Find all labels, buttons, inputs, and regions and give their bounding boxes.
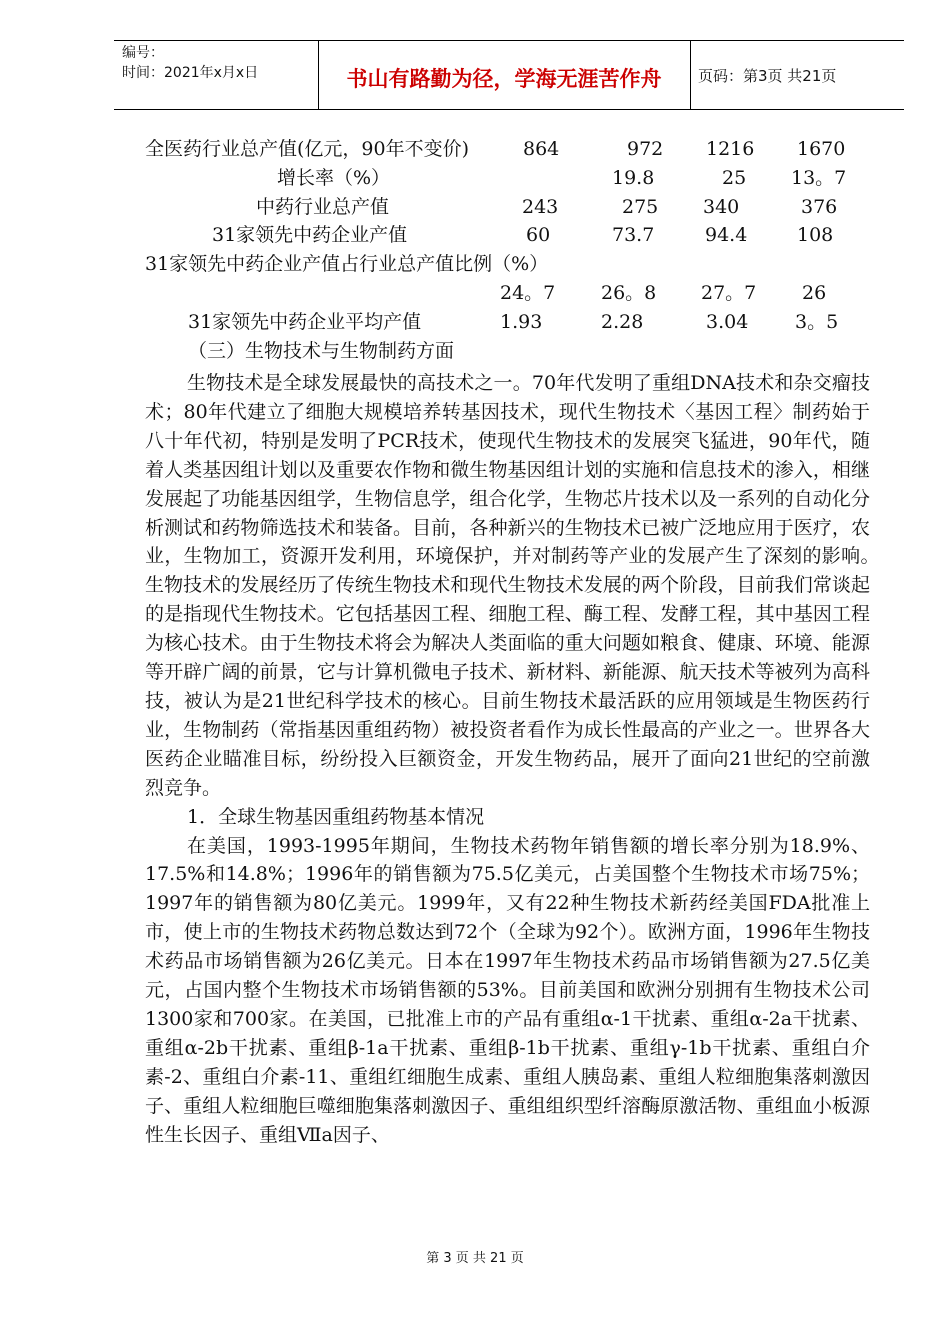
page-header — [114, 40, 904, 110]
table-cell: 25 — [722, 167, 747, 189]
table-cell: 1.93 — [500, 311, 543, 333]
header-meta — [122, 43, 322, 83]
table-cell: 1216 — [706, 138, 755, 160]
time-label: 时间：2021年x月x日 — [122, 65, 259, 81]
table-cell: 3。5 — [795, 311, 839, 333]
table-row-label: 中药行业总产值 — [256, 196, 390, 218]
table-row-label: 全医药行业总产值(亿元，90年不变价) — [145, 138, 470, 160]
page-footer: 第 3 页 共 21 页 — [426, 1251, 524, 1266]
table-cell: 243 — [522, 196, 559, 218]
subheading: 1．全球生物基因重组药物基本情况 — [187, 805, 485, 828]
table-cell: 275 — [622, 196, 659, 218]
table-cell: 94.4 — [705, 224, 748, 246]
table-cell: 19.8 — [612, 167, 655, 189]
table-cell: 340 — [703, 196, 740, 218]
table-cell: 864 — [523, 138, 560, 160]
header-divider — [690, 41, 691, 109]
table-cell: 3.04 — [706, 311, 749, 333]
body-text — [145, 369, 890, 1149]
table-row-label: 31家领先中药企业产值 — [212, 224, 408, 246]
header-motto: 书山有路勤为径，学海无涯苦作舟 — [346, 67, 662, 91]
section-heading: （三）生物技术与生物制药方面 — [188, 340, 455, 362]
table-cell: 13。7 — [791, 167, 847, 189]
table-row-label: 31家领先中药企业产值占行业总产值比例（%） — [145, 253, 549, 275]
table-cell: 972 — [627, 138, 664, 160]
table-cell: 60 — [526, 224, 551, 246]
number-label: 编号： — [122, 45, 164, 61]
table-cell: 26。8 — [601, 282, 657, 304]
table-cell: 1670 — [797, 138, 846, 160]
paragraph: 生物技术是全球发展最快的高技术之一。70年代发明了重组DNA技术和杂交瘤技术；80年代建立了细胞大规模培养转基因技术，现代生物技术〈基因工程〉制药始于八十年代初，特别是发明了PCR技术，使现代生物技术的发展突飞猛进，90年代，随着人类基因组计划以及重要农作物和微生物基因组计划的实施和信息技术的渗入，相继发展起了功能基因组学，生物信息学，组合化学，生物芯片技术以及一系列的自动化分析测试和药物筛选技术和装备。目前，各种新兴的生物技术已被广泛地应用于医疗，农业，生物加工，资源开发利用，环境保护，并对制药等产业的发展产生了深刻的影响。 生物技术的发展经历了传统生物技术和现代生物技术发展的两个阶段，目前我们常谈起的是指现代生物技术。它包括基因工程、细胞工程、酶工程、发酵工程，其中基因工程为核心技术。由于生物技术将会为解决人类面临的重大问题如粮食、健康、环境、能源等开辟广阔的前景，它与计算机微电子技术、新材料、新能源、航天技术等被列为高科技，被认为是21世纪科学技术的核心。目前生物技术最活跃的应用领域是生物医药行业，生物制药（常指基因重组药物）被投资者看作为成长性最高的产业之一。世界各大医药企业瞄准目标，纷纷投入巨额资金，开发生物药品，展开了面向21世纪的空前激烈竞争。 — [145, 372, 890, 799]
table-row-label: 增长率（%） — [277, 167, 391, 189]
header-page-info: 页码：第3页 共21页 — [698, 67, 837, 85]
table-cell: 376 — [801, 196, 838, 218]
table-cell: 24。7 — [500, 282, 556, 304]
table-cell: 2.28 — [601, 311, 644, 333]
table-cell: 73.7 — [612, 224, 655, 246]
table-cell: 26 — [802, 282, 827, 304]
table-row-label: 31家领先中药企业平均产值 — [188, 311, 422, 333]
paragraph: 在美国，1993-1995年期间，生物技术药物年销售额的增长率分别为18.9%、17.5%和14.8%；1996年的销售额为75.5亿美元，占美国整个生物技术市场75%；1997年的销售额为80亿美元。1999年，又有22种生物技术新药经美国FDA批准上市，使上市的生物技术药物总数达到72个（全球为92个）。欧洲方面，1996年生物技术药品市场销售额为26亿美元。日本在1997年生物技术药品市场销售额为27.5亿美元，占国内整个生物技术市场销售额的53%。目前美国和欧洲分别拥有生物技术公司1300家和700家。在美国，已批准上市的产品有重组α-1干扰素、重组α-2a干扰素、重组α-2b干扰素、重组β-1a干扰素、重组β-1b干扰素、重组γ-1b干扰素、重组白介素-2、重组白介素-11、重组红细胞生成素、重组人胰岛素、重组人粒细胞集落刺激因子、重组人粒细胞巨噬细胞集落刺激因子、重组组织型纤溶酶原激活物、重组血小板源性生长因子、重组Ⅶa因子、 — [145, 834, 870, 1146]
table-cell: 108 — [797, 224, 834, 246]
table-cell: 27。7 — [701, 282, 757, 304]
